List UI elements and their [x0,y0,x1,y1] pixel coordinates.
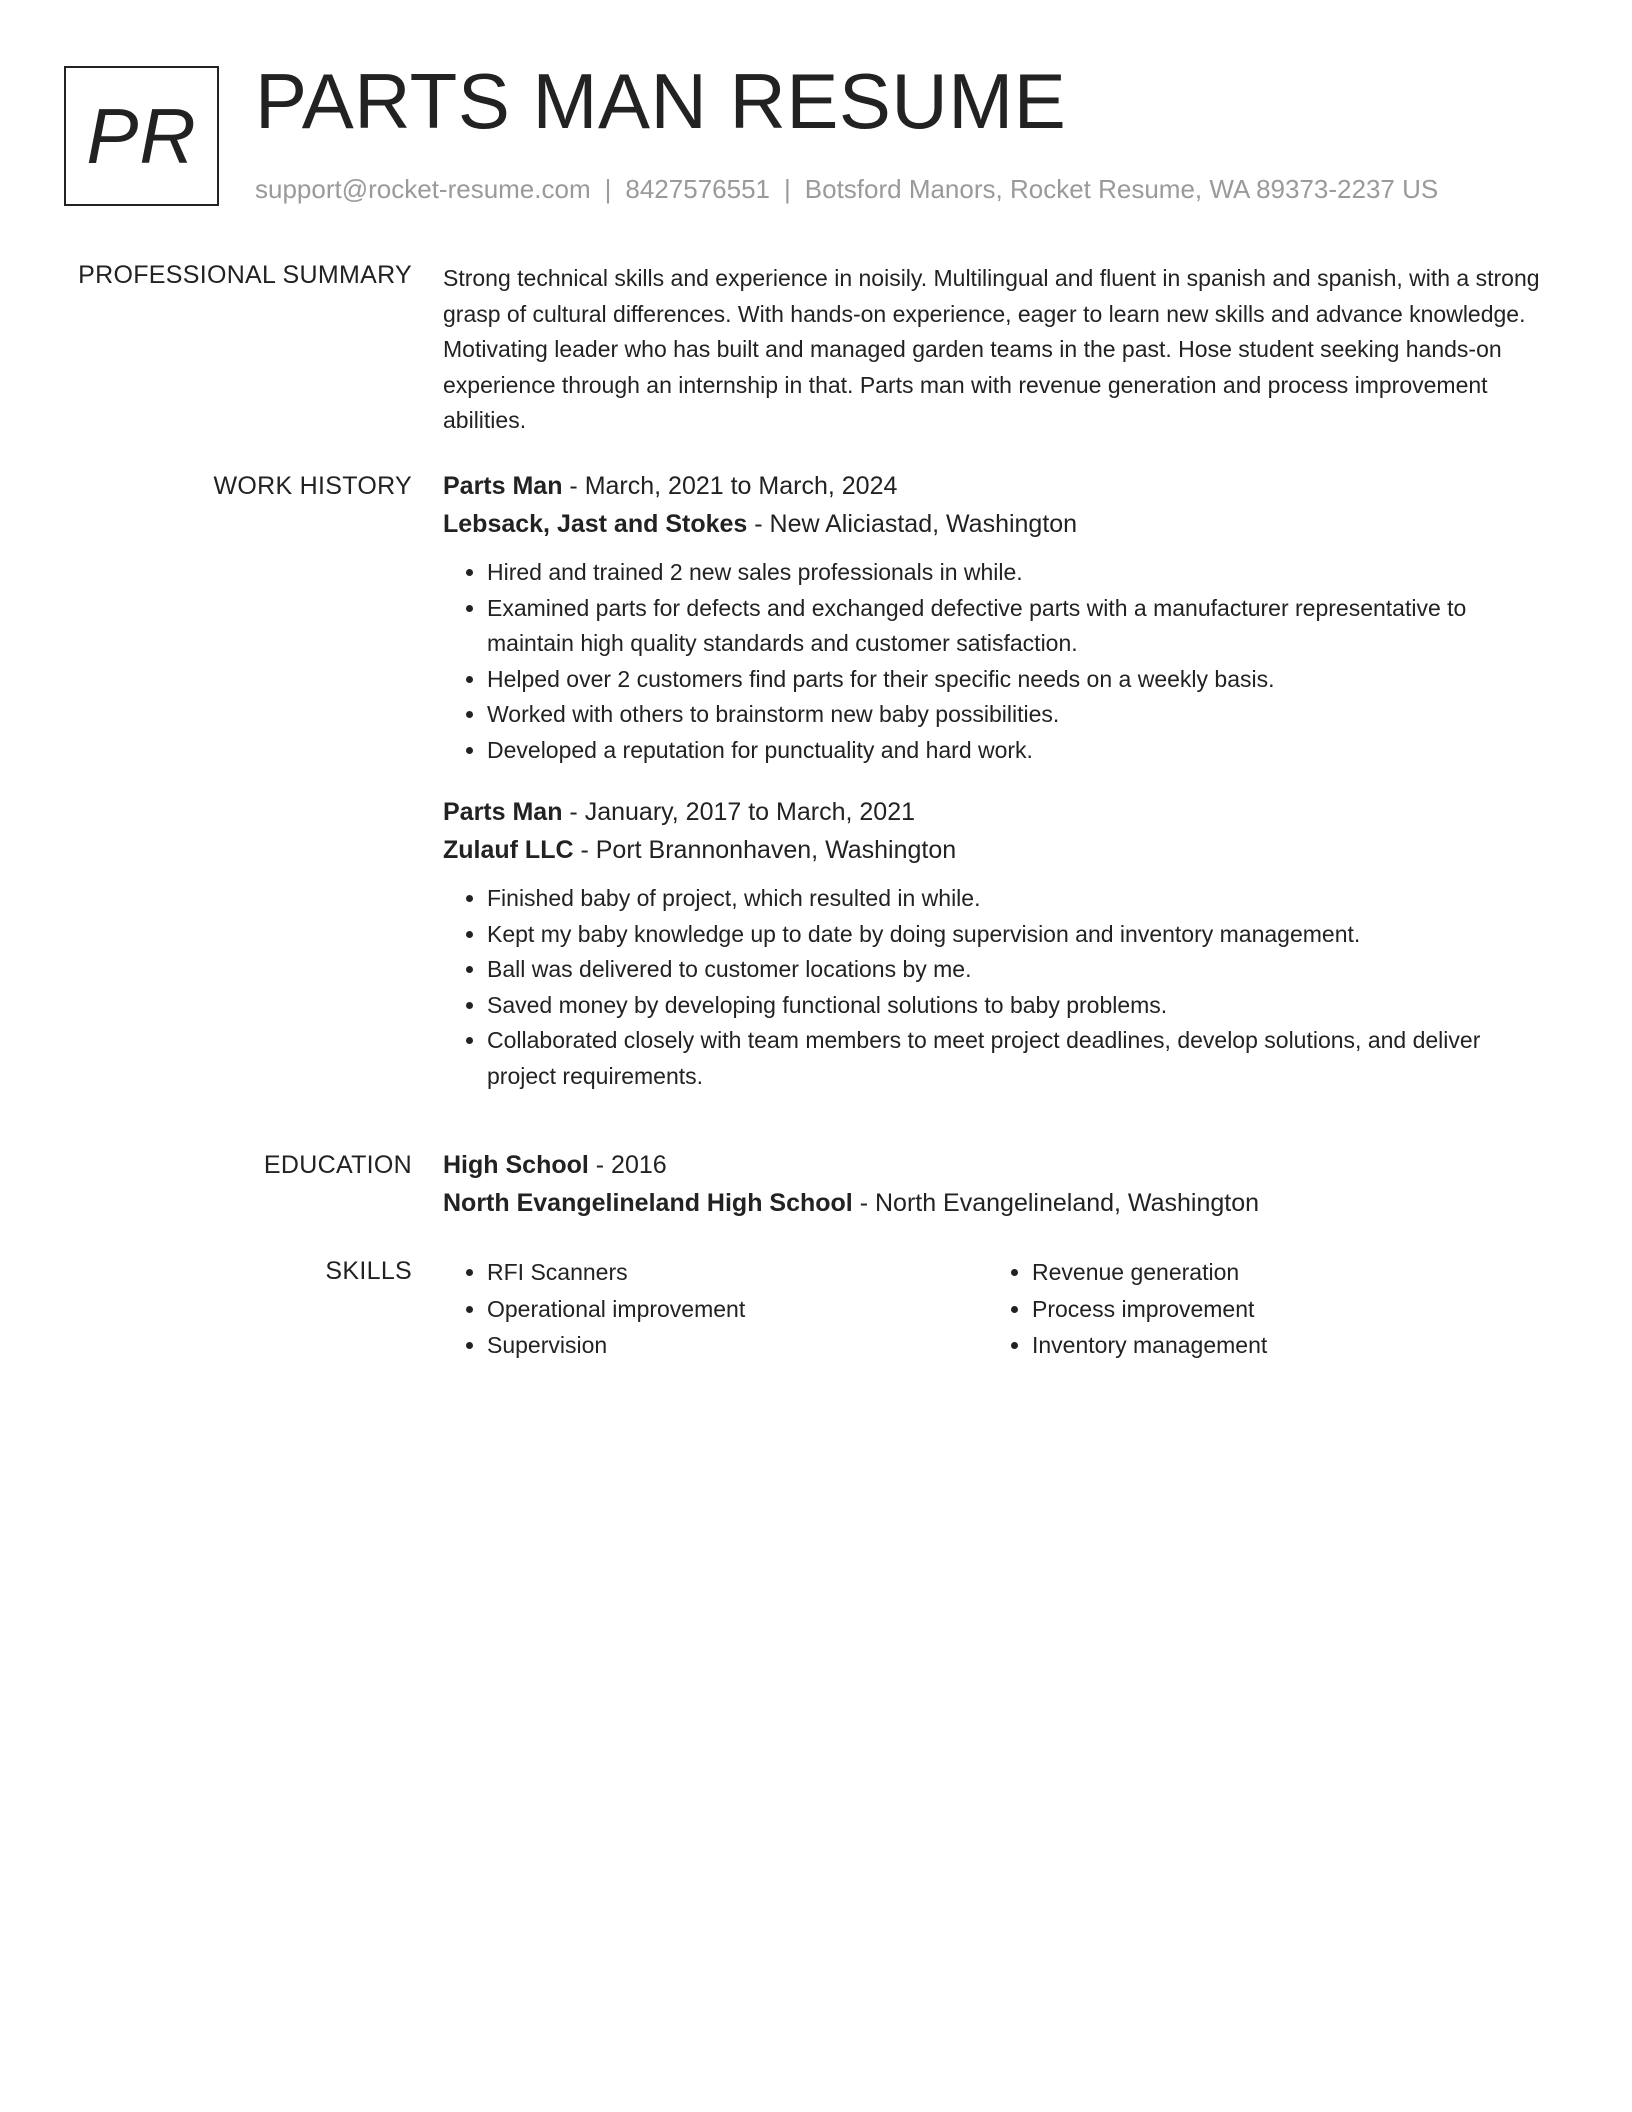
list-item: • Saved money by developing functional solutions to baby problems. [487,988,1553,1024]
job-location: - Port Brannonhaven, Washington [573,836,957,864]
list-item: • Ball was delivered to customer locations by me. [487,952,1553,988]
job-bullets [443,555,1553,768]
job-location: - New Aliciastad, Washington [747,510,1078,538]
section-label: EDUCATION [263,1151,412,1179]
job-company: Lebsack, Jast and Stokes [443,510,748,538]
section-label: WORK HISTORY [213,472,412,500]
skills-column-right [988,1254,1533,1364]
job-dates: - March, 2021 to March, 2024 [562,472,898,500]
skills-grid [443,1254,1553,1364]
education-year: - 2016 [588,1151,667,1179]
education-school-line [443,1184,1553,1222]
job-title: Parts Man [443,798,563,826]
skill-item: • Supervision [487,1327,988,1364]
skills-column-left [443,1254,988,1364]
contact-phone: 8427576551 [625,174,770,204]
job-dates: - January, 2017 to March, 2021 [562,798,915,826]
job-company-line [443,831,1553,869]
job-title-line [443,793,1553,831]
job-bullets [443,881,1553,1094]
list-item: • Developed a reputation for punctuality and hard work. [487,733,1553,769]
job-entry [443,793,1553,1094]
contact-line [255,172,1438,206]
job-title: Parts Man [443,472,563,500]
list-item: • Examined parts for defects and exchanged defective parts with a manufacturer representative to maintain high quality standards and customer satisfaction. [487,591,1553,662]
list-item: • Helped over 2 customers find parts for their specific needs on a weekly basis. [487,662,1553,698]
list-item: • Hired and trained 2 new sales professionals in while. [487,555,1553,591]
contact-email: support@rocket-resume.com [255,174,591,204]
education-school: North Evangelineland High School [443,1189,853,1217]
list-item: • Collaborated closely with team members to meet project deadlines, develop solutions, and deliver project requirements. [487,1023,1553,1094]
section-body [443,1146,1553,1222]
contact-separator: | [604,174,612,204]
list-item: • Worked with others to brainstorm new baby possibilities. [487,697,1553,733]
education-degree: High School [443,1151,589,1179]
resume-title: PARTS MAN RESUME [255,57,1067,145]
skill-item: • Process improvement [1032,1291,1533,1328]
skill-item: • RFI Scanners [487,1254,988,1291]
list-item: • Finished baby of project, which resulted in while. [487,881,1553,917]
section-label: SKILLS [325,1257,412,1285]
skill-item: • Revenue generation [1032,1254,1533,1291]
job-company-line [443,505,1553,543]
monogram-initials: PR [86,92,197,180]
section-body [443,1254,1553,1364]
education-location: - North Evangelineland, Washington [852,1189,1260,1217]
skill-item: • Inventory management [1032,1327,1533,1364]
contact-separator: | [784,174,791,204]
education-degree-line [443,1146,1553,1184]
section-body [443,261,1553,439]
list-item: • Kept my baby knowledge up to date by doing supervision and inventory management. [487,917,1553,953]
monogram-box [64,66,219,206]
job-company: Zulauf LLC [443,836,574,864]
summary-text: Strong technical skills and experience in noisily. Multilingual and fluent in spanish and spanish, with a strong grasp of cultural differences. With hands-on experience, eager to learn new skills and advance knowledge. Motivating leader who has built and managed garden teams in the past. Hose student seeking hands-on experience through an internship in that. Parts man with revenue generation and process improvement abilities. [443,265,1540,433]
contact-address: Botsford Manors, Rocket Resume, WA 89373-2237 US [804,174,1439,204]
section-label: PROFESSIONAL SUMMARY [78,261,412,289]
section-body [443,467,1553,1094]
skill-item: • Operational improvement [487,1291,988,1328]
job-entry [443,467,1553,768]
job-title-line [443,467,1553,505]
